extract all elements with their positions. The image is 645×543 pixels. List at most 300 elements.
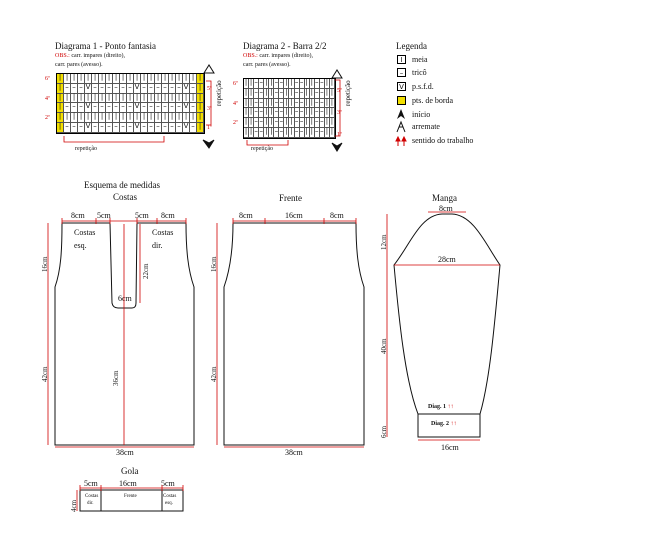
d1-repeat-side-label: repetição: [215, 80, 223, 106]
purl-stitch-cell: –: [169, 123, 176, 133]
psfd-stitch-cell: V: [134, 103, 141, 113]
knit-stitch-cell: |: [325, 89, 330, 99]
psfd-stitch-cell: V: [85, 84, 92, 94]
knit-stitch-cell: |: [85, 113, 92, 123]
purl-stitch-cell: –: [176, 84, 183, 94]
gola-seg3-line1: Costas: [163, 494, 177, 499]
purl-stitch-cell: –: [106, 84, 113, 94]
knit-stitch-cell: |: [284, 89, 289, 99]
purl-stitch-cell: –: [295, 108, 300, 118]
diagram2-obs-label: OBS.:: [243, 53, 258, 59]
knit-stitch-cell: |: [244, 79, 249, 89]
diagram1-obs-line2: carr. pares (avesso).: [55, 62, 103, 68]
knit-stitch-cell: |: [106, 74, 113, 84]
gola-top-16cm: 16cm: [119, 479, 137, 488]
costas-left-label: Costas: [74, 228, 96, 237]
frente-top-8cm-left: 8cm: [239, 211, 253, 220]
gola-seg1-line2: dir.: [87, 501, 94, 506]
purl-stitch-cell: –: [190, 84, 197, 94]
knit-stitch-cell: |: [127, 113, 134, 123]
knit-stitch-cell: |: [120, 74, 127, 84]
start-arrow-icon: [397, 109, 405, 119]
knit-stitch-cell: |: [183, 74, 190, 84]
d1-row-left-2: 2ª: [45, 115, 50, 121]
purl-stitch-cell: –: [148, 84, 155, 94]
purl-stitch-cell: –: [254, 79, 259, 89]
up-arrows-icon: ↑↑: [450, 421, 457, 427]
knit-stitch-cell: |: [155, 94, 162, 104]
knit-stitch-cell: |: [176, 94, 183, 104]
knit-stitch-cell: |: [305, 118, 310, 128]
knit-stitch-cell: |: [264, 128, 269, 138]
purl-stitch-cell: –: [169, 84, 176, 94]
knit-stitch-cell: |: [169, 74, 176, 84]
legend-start-label: início: [412, 110, 431, 119]
gola-seg1-line1: Costas: [85, 494, 99, 499]
border-stitch-cell: |: [57, 103, 64, 113]
costas-right-label2: dir.: [152, 241, 163, 250]
manga-outline: [394, 214, 500, 414]
purl-stitch-cell: –: [71, 84, 78, 94]
up-arrows-icon: ↑↑: [447, 404, 454, 410]
purl-stitch-cell: –: [274, 99, 279, 109]
purl-stitch-cell: –: [259, 118, 264, 128]
frente-side-16cm: 16cm: [210, 256, 218, 272]
costas-slit-22cm: 22cm: [142, 263, 150, 279]
purl-stitch-cell: –: [320, 79, 325, 89]
knit-stitch-cell: |: [120, 94, 127, 104]
diagram2-obs-text1: carr. impares (direito),: [259, 53, 313, 59]
frente-side-42cm: 42cm: [210, 366, 218, 382]
border-stitch-cell: |: [197, 74, 204, 84]
purl-stitch-cell: –: [99, 123, 106, 133]
d1-end-arrow-icon: [203, 140, 214, 148]
knit-stitch-cell: |: [289, 118, 294, 128]
purl-stitch-cell: –: [300, 79, 305, 89]
legend-title: Legenda: [396, 41, 427, 51]
purl-stitch-cell: –: [92, 103, 99, 113]
d2-row-right-3: 3ª: [337, 110, 342, 116]
purl-stitch-cell: –: [106, 123, 113, 133]
purl-stitch-cell: –: [259, 128, 264, 138]
knit-stitch-cell: |: [269, 128, 274, 138]
gola-top-5cm-left: 5cm: [84, 479, 98, 488]
knit-stitch-cell: |: [330, 99, 335, 109]
knit-stitch-cell: |: [106, 113, 113, 123]
purl-stitch-cell: –: [320, 118, 325, 128]
knit-stitch-cell: |: [141, 94, 148, 104]
manga-bottom-16cm: 16cm: [441, 443, 459, 452]
purl-stitch-cell: –: [254, 128, 259, 138]
purl-stitch-cell: –: [320, 99, 325, 109]
purl-stitch-cell: –: [320, 89, 325, 99]
d2-row-left-2: 2ª: [233, 120, 238, 126]
knit-stitch-cell: |: [71, 74, 78, 84]
psfd-stitch-cell: V: [85, 123, 92, 133]
knit-stitch-cell: |: [269, 89, 274, 99]
knit-stitch-cell: |: [85, 94, 92, 104]
knit-stitch-cell: |: [330, 128, 335, 138]
knit-stitch-cell: |: [113, 94, 120, 104]
d2-row-left-4: 4ª: [233, 101, 238, 107]
purl-stitch-cell: –: [254, 89, 259, 99]
knit-stitch-cell: |: [325, 118, 330, 128]
gola-seg3-line2: esq.: [165, 501, 173, 506]
purl-stitch-cell: –: [295, 89, 300, 99]
purl-stitch-cell: –: [254, 118, 259, 128]
purl-stitch-cell: –: [155, 84, 162, 94]
purl-stitch-cell: –: [259, 108, 264, 118]
knit-stitch-cell: |: [289, 108, 294, 118]
purl-stitch-cell: –: [274, 108, 279, 118]
manga-diag1-text: Diag. 1: [428, 404, 446, 410]
frente-bottom-38cm: 38cm: [285, 448, 303, 457]
purl-stitch-cell: –: [295, 99, 300, 109]
purl-stitch-cell: –: [120, 84, 127, 94]
legend-bindoff-label: arremate: [412, 122, 440, 131]
knit-stitch-cell: |: [305, 108, 310, 118]
purl-stitch-cell: –: [120, 103, 127, 113]
purl-stitch-cell: –: [127, 103, 134, 113]
purl-stitch-cell: –: [320, 128, 325, 138]
knit-stitch-cell: |: [78, 113, 85, 123]
purl-stitch-cell: –: [120, 123, 127, 133]
costas-outline: [55, 223, 194, 445]
knit-stitch-cell: |: [155, 74, 162, 84]
knit-stitch-cell: |: [264, 108, 269, 118]
knit-stitch-cell: |: [264, 99, 269, 109]
d1-row-right-3: 3ª: [207, 106, 212, 112]
knit-stitch-cell: |: [176, 113, 183, 123]
purl-stitch-cell: –: [113, 123, 120, 133]
purl-stitch-cell: –: [274, 118, 279, 128]
knit-stitch-cell: |: [155, 113, 162, 123]
knit-stitch-cell: |: [330, 118, 335, 128]
knit-stitch-cell: |: [330, 108, 335, 118]
knit-stitch-cell: |: [269, 79, 274, 89]
purl-stitch-cell: –: [259, 79, 264, 89]
purl-stitch-cell: –: [64, 103, 71, 113]
d2-repeat-side-label: repetição: [344, 80, 352, 106]
manga-cuff-6cm: 6cm: [380, 425, 388, 438]
psfd-stitch-cell: V: [183, 103, 190, 113]
direction-arrows-icon: [396, 137, 406, 146]
purl-stitch-cell: –: [300, 118, 305, 128]
knit-stitch-cell: |: [244, 99, 249, 109]
gola-title: Gola: [121, 466, 139, 476]
knit-stitch-cell: |: [92, 113, 99, 123]
legend-psfd-label: p.s.f.d.: [412, 82, 434, 91]
diagram1-title: Diagrama 1 - Ponto fantasia: [55, 41, 156, 51]
knit-stitch-cell: |: [148, 74, 155, 84]
frente-top-16cm: 16cm: [285, 211, 303, 220]
purl-stitch-cell: –: [71, 123, 78, 133]
psfd-stitch-cell: V: [134, 84, 141, 94]
purl-stitch-cell: –: [141, 123, 148, 133]
knit-stitch-cell: |: [330, 89, 335, 99]
purl-stitch-cell: –: [315, 128, 320, 138]
knit-stitch-cell: |: [71, 94, 78, 104]
knit-stitch-cell: |: [64, 94, 71, 104]
knit-stitch-cell: |: [127, 94, 134, 104]
knit-stitch-cell: |: [249, 99, 254, 109]
knit-stitch-cell: |: [92, 74, 99, 84]
purl-stitch-cell: –: [274, 128, 279, 138]
purl-symbol: –: [397, 68, 406, 77]
frente-title: Frente: [279, 193, 302, 203]
knit-stitch-cell: |: [183, 94, 190, 104]
knit-stitch-cell: |: [106, 94, 113, 104]
knit-stitch-cell: |: [99, 113, 106, 123]
knit-stitch-cell: |: [99, 74, 106, 84]
manga-length-40cm: 40cm: [380, 338, 388, 354]
manga-cuff: [418, 414, 480, 437]
purl-stitch-cell: –: [64, 84, 71, 94]
d2-start-arrow-icon: [332, 70, 342, 78]
diagram1-obs-text1: carr. impares (direito),: [71, 53, 125, 59]
purl-stitch-cell: –: [315, 79, 320, 89]
purl-stitch-cell: –: [254, 99, 259, 109]
border-stitch-cell: |: [197, 94, 204, 104]
costas-title: Costas: [113, 192, 138, 202]
gola-top-5cm-right: 5cm: [161, 479, 175, 488]
purl-stitch-cell: –: [279, 79, 284, 89]
knit-stitch-cell: |: [162, 94, 169, 104]
knit-stitch-cell: |: [264, 118, 269, 128]
border-stitch-cell: |: [197, 103, 204, 113]
knit-stitch-cell: |: [113, 113, 120, 123]
knit-stitch-cell: |: [141, 113, 148, 123]
knit-stitch-cell: |: [113, 74, 120, 84]
knit-stitch-cell: |: [264, 79, 269, 89]
knit-stitch-cell: |: [162, 113, 169, 123]
purl-stitch-cell: –: [162, 84, 169, 94]
knit-stitch-cell: |: [269, 99, 274, 109]
knit-stitch-cell: |: [310, 128, 315, 138]
legend-purl-label: tricô: [412, 68, 427, 77]
psfd-stitch-cell: V: [85, 103, 92, 113]
knit-stitch-cell: |: [284, 128, 289, 138]
legend-border-label: pts. de borda: [412, 96, 454, 105]
purl-stitch-cell: –: [300, 89, 305, 99]
knit-stitch-cell: |: [249, 79, 254, 89]
knit-stitch-cell: |: [78, 94, 85, 104]
knit-stitch-cell: |: [284, 79, 289, 89]
d1-repeat-bottom-label: repetição: [75, 146, 97, 152]
purl-stitch-cell: –: [279, 118, 284, 128]
knit-stitch-cell: |: [127, 74, 134, 84]
knit-stitch-cell: |: [310, 79, 315, 89]
purl-stitch-cell: –: [190, 123, 197, 133]
knit-stitch-cell: |: [99, 94, 106, 104]
knit-stitch-cell: |: [134, 113, 141, 123]
purl-stitch-cell: –: [315, 89, 320, 99]
costas-top-8cm-right: 8cm: [161, 211, 175, 220]
knit-stitch-cell: |: [289, 79, 294, 89]
purl-stitch-cell: –: [113, 84, 120, 94]
frente-outline: [224, 223, 364, 445]
d2-row-right-1: 1ª: [337, 132, 342, 138]
manga-diag2-text: Diag. 2: [431, 421, 449, 427]
purl-stitch-cell: –: [162, 123, 169, 133]
purl-stitch-cell: –: [279, 108, 284, 118]
purl-stitch-cell: –: [99, 84, 106, 94]
knit-stitch-cell: |: [249, 128, 254, 138]
border-stitch-cell: |: [57, 94, 64, 104]
d1-start-arrow-icon: [204, 65, 214, 73]
knit-stitch-cell: |: [269, 108, 274, 118]
knit-stitch-cell: |: [64, 113, 71, 123]
costas-bottom-38cm: 38cm: [116, 448, 134, 457]
d2-row-left-6: 6ª: [233, 81, 238, 87]
border-stitch-cell: |: [57, 123, 64, 133]
knit-stitch-cell: |: [176, 74, 183, 84]
knit-stitch-cell: |: [289, 128, 294, 138]
psfd-stitch-cell: V: [134, 123, 141, 133]
knit-stitch-cell: |: [325, 108, 330, 118]
knit-stitch-cell: |: [289, 99, 294, 109]
costas-top-8cm-left: 8cm: [71, 211, 85, 220]
knit-stitch-cell: |: [148, 94, 155, 104]
purl-stitch-cell: –: [295, 118, 300, 128]
knit-stitch-cell: |: [120, 113, 127, 123]
knit-stitch-cell: |: [325, 79, 330, 89]
d2-row-right-5: 5ª: [337, 88, 342, 94]
purl-stitch-cell: –: [155, 123, 162, 133]
purl-stitch-cell: –: [176, 103, 183, 113]
purl-stitch-cell: –: [300, 108, 305, 118]
manga-top-8cm: 8cm: [439, 204, 453, 213]
knit-stitch-cell: |: [325, 128, 330, 138]
knit-stitch-cell: |: [305, 79, 310, 89]
costas-side-16cm: 16cm: [41, 256, 49, 272]
knit-stitch-cell: |: [284, 108, 289, 118]
knit-stitch-cell: |: [92, 94, 99, 104]
knit-stitch-cell: |: [148, 113, 155, 123]
costas-side-42cm: 42cm: [41, 366, 49, 382]
knit-stitch-cell: |: [162, 74, 169, 84]
d2-repeat-bottom-label: repetição: [251, 146, 273, 152]
knit-stitch-cell: |: [190, 94, 197, 104]
purl-stitch-cell: –: [279, 89, 284, 99]
knit-stitch-cell: |: [134, 74, 141, 84]
knit-stitch-cell: |: [64, 74, 71, 84]
costas-left-label2: esq.: [74, 241, 87, 250]
d2-end-arrow-icon: [332, 143, 342, 151]
purl-stitch-cell: –: [315, 99, 320, 109]
knit-stitch-cell: |: [244, 118, 249, 128]
d1-row-right-1: 1ª: [207, 125, 212, 131]
knit-stitch-cell: |: [284, 99, 289, 109]
purl-stitch-cell: –: [99, 103, 106, 113]
purl-stitch-cell: –: [106, 103, 113, 113]
purl-stitch-cell: –: [127, 84, 134, 94]
purl-stitch-cell: –: [295, 128, 300, 138]
manga-cap-12cm: 12cm: [380, 234, 388, 250]
purl-stitch-cell: –: [78, 103, 85, 113]
purl-stitch-cell: –: [155, 103, 162, 113]
purl-stitch-cell: –: [92, 84, 99, 94]
legend-knit-label: meia: [412, 55, 428, 64]
knit-stitch-cell: |: [249, 89, 254, 99]
knit-stitch-cell: |: [244, 89, 249, 99]
knit-stitch-cell: |: [310, 108, 315, 118]
purl-stitch-cell: –: [162, 103, 169, 113]
schema-title: Esquema de medidas: [84, 180, 160, 190]
knit-stitch-cell: |: [325, 99, 330, 109]
manga-title: Manga: [432, 193, 457, 203]
knit-stitch-cell: |: [305, 128, 310, 138]
diagram2-title: Diagrama 2 - Barra 2/2: [243, 41, 327, 51]
knit-stitch-cell: |: [78, 74, 85, 84]
costas-top-5cm-right: 5cm: [135, 211, 149, 220]
border-stitch-cell: |: [57, 74, 64, 84]
knit-stitch-cell: |: [310, 89, 315, 99]
knit-stitch-cell: |: [310, 99, 315, 109]
purl-stitch-cell: –: [141, 84, 148, 94]
knit-stitch-cell: |: [169, 113, 176, 123]
purl-stitch-cell: –: [259, 89, 264, 99]
purl-stitch-cell: –: [279, 99, 284, 109]
gola-seg2: Frente: [124, 494, 137, 499]
d1-row-left-4: 4ª: [45, 96, 50, 102]
purl-stitch-cell: –: [148, 123, 155, 133]
purl-stitch-cell: –: [64, 123, 71, 133]
purl-stitch-cell: –: [71, 103, 78, 113]
purl-stitch-cell: –: [315, 118, 320, 128]
border-stitch-cell: |: [197, 113, 204, 123]
purl-stitch-cell: –: [141, 103, 148, 113]
knit-stitch-cell: |: [264, 89, 269, 99]
knit-stitch-cell: |: [269, 118, 274, 128]
knit-stitch-cell: |: [289, 89, 294, 99]
manga-width-28cm: 28cm: [438, 255, 456, 264]
diagram2-obs-line2: carr. pares (avesso).: [243, 62, 291, 68]
knit-stitch-cell: |: [284, 118, 289, 128]
purl-stitch-cell: –: [148, 103, 155, 113]
costas-inner-36cm: 36cm: [112, 370, 120, 386]
purl-stitch-cell: –: [113, 103, 120, 113]
purl-stitch-cell: –: [320, 108, 325, 118]
frente-top-8cm-right: 8cm: [330, 211, 344, 220]
knit-stitch-cell: |: [310, 118, 315, 128]
purl-stitch-cell: –: [78, 123, 85, 133]
purl-stitch-cell: –: [300, 99, 305, 109]
knit-stitch-cell: |: [330, 79, 335, 89]
knit-stitch-cell: |: [249, 118, 254, 128]
knit-stitch-cell: |: [190, 113, 197, 123]
knit-stitch-cell: |: [305, 89, 310, 99]
bindoff-arrow-icon: [397, 122, 405, 132]
costas-right-label: Costas: [152, 228, 174, 237]
knit-stitch-cell: |: [85, 74, 92, 84]
purl-stitch-cell: –: [127, 123, 134, 133]
purl-stitch-cell: –: [259, 99, 264, 109]
border-stitch-cell: |: [57, 113, 64, 123]
purl-stitch-cell: –: [254, 108, 259, 118]
gola-outline: [80, 490, 183, 511]
purl-stitch-cell: –: [78, 84, 85, 94]
knit-stitch-cell: |: [134, 94, 141, 104]
purl-stitch-cell: –: [274, 89, 279, 99]
psfd-stitch-cell: V: [183, 84, 190, 94]
knit-stitch-cell: |: [71, 113, 78, 123]
purl-stitch-cell: –: [176, 123, 183, 133]
purl-stitch-cell: –: [169, 103, 176, 113]
gola-height-4cm: 4cm: [70, 499, 78, 512]
knit-stitch-cell: |: [141, 74, 148, 84]
knit-stitch-cell: |: [169, 94, 176, 104]
